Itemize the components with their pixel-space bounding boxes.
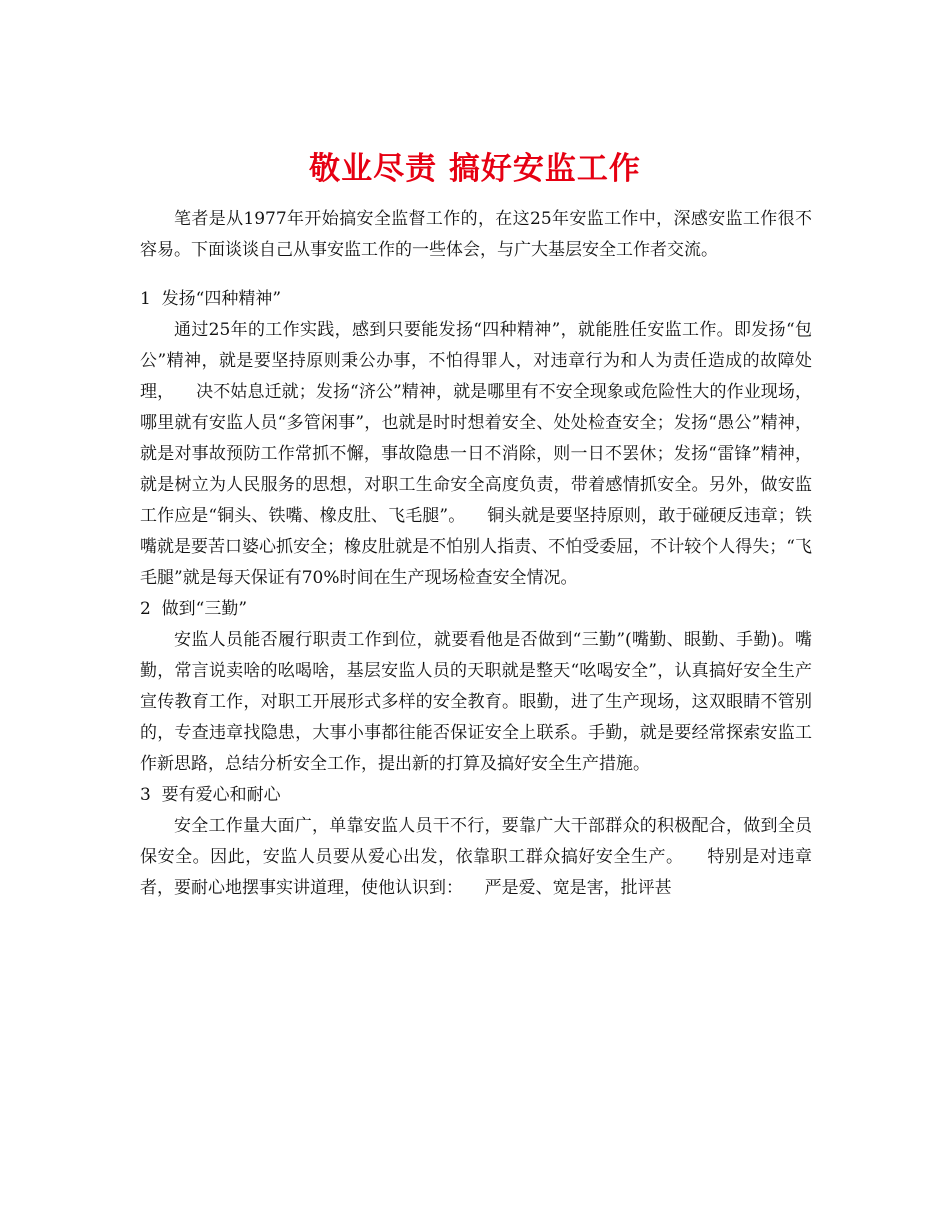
section-spacer <box>140 266 812 284</box>
section-heading-1: 1 发扬“四种精神” <box>140 289 282 309</box>
intro-paragraph: 笔者是从1977年开始搞安全监督工作的，在这25年安监工作中，深感安监工作很不容易。下面谈谈自己从事安监工作的一些体会，与广大基层安全工作者交流。 <box>140 209 812 260</box>
document-title: 敬业尽责 搞好安监工作 <box>309 150 641 187</box>
document-body <box>140 204 812 904</box>
section-heading-2: 2 做到“三勤” <box>140 599 248 619</box>
section-paragraph-2: 安监人员能否履行职责工作到位，就要看他是否做到“三勤”(嘴勤、眼勤、手勤)。嘴勤，常言说卖啥的吆喝啥，基层安监人员的天职就是整天“吆喝安全”，认真搞好安全生产宣传教育工作，对职工开展形式多样的安全教育。眼勤，进了生产现场，这双眼睛不管别的，专查违章找隐患，大事小事都往能否保证安全上联系。手勤，就是要经常探索安监工作新思路，总结分析安全工作，提出新的打算及搞好安全生产措施。 <box>140 630 812 774</box>
section-heading-3: 3 要有爱心和耐心 <box>140 785 281 805</box>
section-paragraph-3: 安全工作量大面广，单靠安监人员干不行，要靠广大干部群众的积极配合，做到全员保安全。因此，安监人员要从爱心出发，依靠职工群众搞好安全生产。 特别是对违章者，要耐心地摆事实讲道理，使他认识到： 严是爱、宽是害，批评甚 <box>140 816 812 898</box>
section-paragraph-1: 通过25年的工作实践，感到只要能发扬“四种精神”，就能胜任安监工作。即发扬“包公”精神，就是要坚持原则秉公办事，不怕得罪人，对违章行为和人为责任造成的故障处理， 决不姑息迁就；发扬“济公”精神，就是哪里有不安全现象或危险性大的作业现场，哪里就有安监人员“多管闲事”，也就是时时想着安全、处处检查安全；发扬“愚公”精神，就是对事故预防工作常抓不懈，事故隐患一日不消除，则一日不罢休；发扬“雷锋”精神，就是树立为人民服务的思想，对职工生命安全高度负责，带着感情抓安全。另外，做安监工作应是“铜头、铁嘴、橡皮肚、飞毛腿”。 铜头就是要坚持原则，敢于碰硬反违章；铁嘴就是要苦口婆心抓安全；橡皮肚就是不怕别人指责、不怕受委屈，不计较个人得失；“飞毛腿”就是每天保证有70%时间在生产现场检查安全情况。 <box>140 320 812 588</box>
